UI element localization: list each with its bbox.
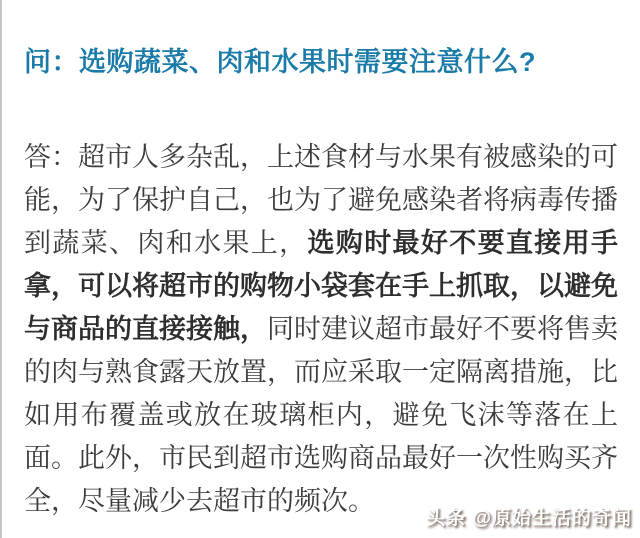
answer-text: 到蔬菜、肉和水果上， <box>24 228 308 258</box>
answer-line <box>24 222 618 265</box>
answer-text-bold: 与商品的直接接触， <box>24 314 267 344</box>
answer-line <box>24 308 618 351</box>
answer-line <box>24 136 618 179</box>
answer-text-bold: 选购时最好不要直接用手 <box>307 228 618 258</box>
answer-line <box>24 394 618 437</box>
answer-text-bold: 拿，可以将超市的购物小袋套在手上抓取，以避免 <box>24 271 618 301</box>
answer-line <box>24 179 618 222</box>
question-heading: 问：选购蔬菜、肉和水果时需要注意什么? <box>24 47 536 77</box>
answer-line <box>24 351 618 394</box>
left-edge-divider <box>0 0 2 538</box>
answer-line <box>24 265 618 308</box>
answer-text: 能，为了保护自己，也为了避免感染者将病毒传播 <box>24 185 618 215</box>
toutiao-watermark: 头条 @原始生活的奇闻 <box>426 508 632 529</box>
answer-text: 面。此外，市民到超市选购商品最好一次性购买齐 <box>24 443 618 473</box>
answer-text: 的肉与熟食露天放置，而应采取一定隔离措施，比 <box>24 357 618 387</box>
answer-text: 答：超市人多杂乱，上述食材与水果有被感染的可 <box>24 142 618 172</box>
answer-text: 如用布覆盖或放在玻璃柜内，避免飞沫等落在上 <box>24 400 618 430</box>
answer-text: 全，尽量减少去超市的频次。 <box>24 486 375 516</box>
answer-text: 同时建议超市最好不要将售卖 <box>267 314 618 344</box>
answer-body <box>24 136 618 523</box>
answer-line <box>24 437 618 480</box>
